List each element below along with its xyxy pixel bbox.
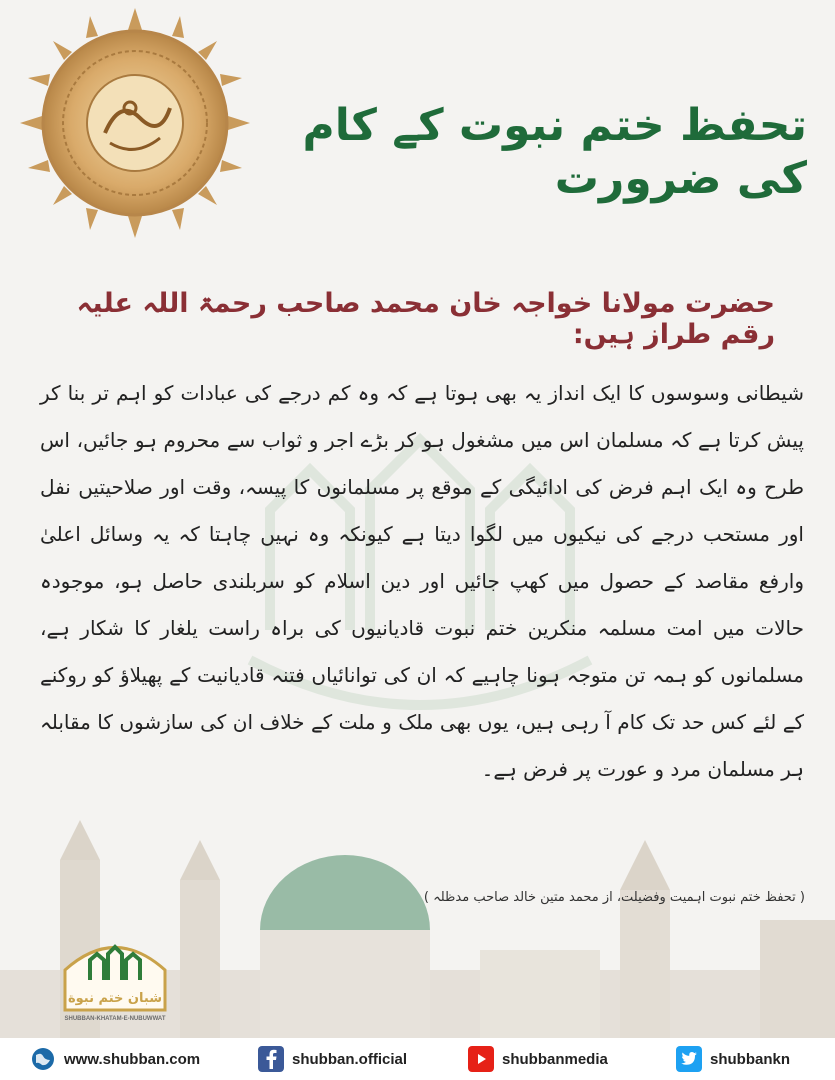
author-heading: حضرت مولانا خواجہ خان محمد صاحب رحمۃ اللہ علیہ رقم طراز ہیں: xyxy=(76,288,775,350)
article-body: شیطانی وسوسوں کا ایک انداز یہ بھی ہوتا ہے کہ وہ کم درجے کی عبادات کو اہم تر بنا کر پیش کرتا ہے کہ مسلمان اس میں مشغول ہو کر بڑے اجر و ثواب سے محروم ہو جائیں، اس طرح وہ ایک اہم فرض کی ادائیگی کے موقع پر مسلمانوں کا پیسہ، وقت اور صلاحیتیں نفل اور مستحب درجے کی نیکیوں میں لگوا دیتا ہے کیونکہ وہ نہیں چاہتا کہ یہ وسائل اعلیٰ وارفع مقاصد کے حصول میں کھپ جائیں اور دین اسلام کو سربلندی حاصل ہو، موجودہ حالات میں امت مسلمہ منکرین ختم نبوت قادیانیوں کی براہ راست یلغار کا شکار ہے، مسلمانوں کو ہمہ تن متوجہ ہونا چاہیے کہ ان کی توانائیاں فتنہ قادیانیت کے پھیلاؤ کو روکنے کے لئے کس حد تک کام آ رہی ہیں، یوں بھی ملک و ملت کے خلاف ان کی سازشوں کا مقابلہ ہر مسلمان مرد و عورت پر فرض ہے۔ xyxy=(40,381,804,781)
facebook-link[interactable]: shubban.official xyxy=(292,1050,408,1068)
website-link[interactable]: www.shubban.com xyxy=(64,1050,201,1068)
twitter-icon xyxy=(676,1046,702,1072)
youtube-icon xyxy=(468,1046,494,1072)
footer-facebook[interactable] xyxy=(258,1046,407,1072)
footer-twitter[interactable] xyxy=(676,1046,790,1072)
logo-english-text: SHUBBAN-KHATAM-E-NUBUWWAT xyxy=(64,1016,166,1022)
youtube-link[interactable]: shubbanmedia xyxy=(502,1050,608,1068)
page-title: تحفظ ختم نبوت کے کام کی ضرورت xyxy=(302,100,807,204)
twitter-link[interactable]: shubbankn xyxy=(710,1050,791,1068)
logo-urdu-text: شبان ختم نبوة xyxy=(67,991,163,1006)
globe-icon xyxy=(30,1046,56,1072)
calligraphy-seal-icon xyxy=(20,8,250,238)
source-reference: ( تحفظ ختم نبوت اہمیت وفضیلت، از محمد متین خالد صاحب مدظلہ ) xyxy=(423,890,805,905)
footer-youtube[interactable] xyxy=(468,1046,608,1072)
footer-bar xyxy=(0,1038,835,1080)
logo-emblem-icon xyxy=(55,930,175,1016)
facebook-icon xyxy=(258,1046,284,1072)
organisation-logo xyxy=(55,930,175,1030)
footer-website[interactable] xyxy=(30,1046,200,1072)
